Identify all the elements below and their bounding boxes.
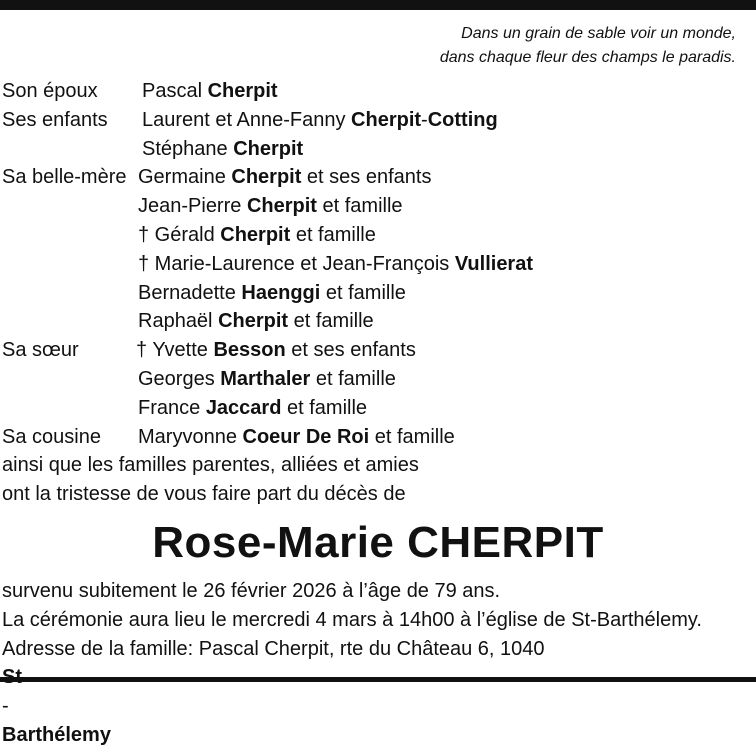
details-line-3: Adresse de la famille: Pascal Cherpit, rte du Château 6, 1040 - Barthélemy [2, 637, 545, 746]
family-member: Georges Marthaler et famille [138, 367, 396, 390]
family-row [2, 192, 742, 221]
family-row [2, 106, 742, 135]
intro-line-2: ont la tristesse de vous faire part du décès de [2, 482, 406, 505]
deceased-name: Rose-Marie CHERPIT [152, 518, 604, 567]
family-row [2, 307, 742, 336]
family-member: † Gérald Cherpit et famille [138, 223, 376, 246]
family-member: Laurent et Anne-Fanny Cherpit-Cotting [142, 108, 498, 131]
family-row [2, 221, 742, 250]
details-line-2: La cérémonie aura lieu le mercredi 4 mars à 14h00 à l’église de St-Barthélemy. [2, 608, 702, 631]
bottom-rule [0, 677, 756, 682]
family-row [2, 336, 742, 365]
family-row [2, 365, 742, 394]
family-member: Maryvonne Coeur De Roi et famille [138, 425, 455, 448]
family-row [2, 163, 742, 192]
family-member: † Yvette Besson et ses enfants [136, 339, 416, 362]
top-rule [0, 0, 756, 10]
family-list [2, 77, 742, 451]
family-relation: Sa cousine [2, 425, 101, 448]
family-member: Stéphane Cherpit [142, 137, 304, 160]
family-row [2, 279, 742, 308]
family-member: Raphaël Cherpit et famille [138, 310, 374, 333]
family-row [2, 135, 742, 164]
family-relation: Son époux [2, 80, 98, 102]
family-member: Jean-Pierre Cherpit et famille [138, 195, 403, 218]
family-row [2, 250, 742, 279]
intro-line-1: ainsi que les familles parentes, alliées et amies [2, 454, 419, 476]
family-relation: Sa sœur [2, 339, 79, 362]
family-relation: Sa belle-mère [2, 166, 127, 189]
family-row [2, 77, 742, 106]
quote-line-2: dans chaque fleur des champs le paradis. [439, 49, 736, 66]
family-row [2, 423, 742, 452]
epigraph-quote [216, 22, 736, 70]
family-relation: Ses enfants [2, 108, 108, 131]
family-member: France Jaccard et famille [138, 396, 368, 419]
family-member: Germaine Cherpit et ses enfants [138, 166, 432, 189]
family-row [2, 394, 742, 423]
quote-line-1: Dans un grain de sable voir un monde, [461, 25, 736, 42]
intro-text [2, 451, 419, 509]
details-line-1: survenu subitement le 26 février 2026 à l’âge de 79 ans. [2, 580, 501, 602]
family-member: Bernadette Haenggi et famille [138, 281, 406, 304]
family-member: Pascal Cherpit [142, 80, 278, 102]
family-member: † Marie-Laurence et Jean-François Vullierat [138, 252, 534, 275]
ceremony-details [2, 577, 702, 750]
